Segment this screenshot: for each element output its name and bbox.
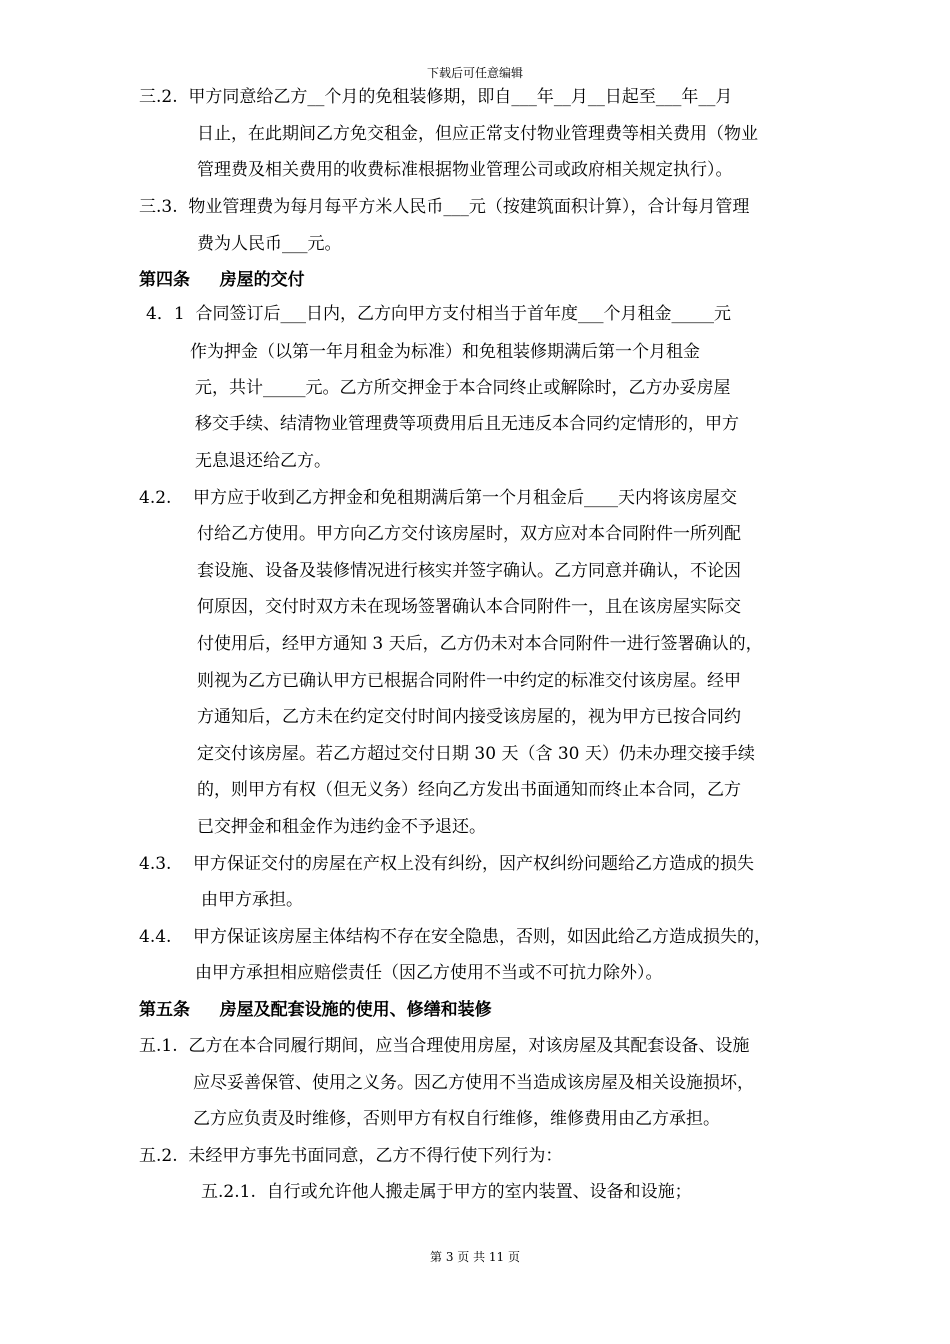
clause-4-2-line-9: 的，则甲方有权（但无义务）经向乙方发出书面通知而终止本合同，乙方 (197, 780, 741, 800)
clause-3-2-line-3: 管理费及相关费用的收费标准根据物业管理公司或政府相关规定执行）。 (197, 160, 733, 180)
clause-4-1-line-3: 元，共计_____元。乙方所交押金于本合同终止或解除时，乙方办妥房屋 (195, 378, 731, 398)
page-header: 下载后可任意编辑 (426, 66, 523, 80)
clause-4-3-line-1: 4.3. 甲方保证交付的房屋在产权上没有纠纷，因产权纠纷问题给乙方造成的损失 (139, 854, 755, 874)
page-footer: 第 3 页 共 11 页 (430, 1250, 520, 1264)
clause-4-2-line-6: 则视为乙方已确认甲方已根据合同附件一中约定的标准交付该房屋。经甲 (197, 671, 741, 691)
clause-4-1-line-4: 移交手续、结清物业管理费等项费用后且无违反本合同约定情形的，甲方 (195, 414, 739, 434)
clause-4-1-line-2: 作为押金（以第一年月租金为标准）和免租装修期满后第一个月租金 (190, 342, 700, 362)
clause-5-2-1-line-1: 五.2.1. 自行或允许他人搬走属于甲方的室内装置、设备和设施； (201, 1182, 692, 1202)
clause-4-1-line-5: 无息退还给乙方。 (195, 451, 331, 471)
clause-4-2-line-2: 付给乙方使用。甲方向乙方交付该房屋时，双方应对本合同附件一所列配 (197, 524, 741, 544)
article-4-heading: 第四条 房屋的交付 (139, 270, 305, 290)
clause-4-2-line-5: 付使用后，经甲方通知 3 天后，乙方仍未对本合同附件一进行签署确认的， (197, 634, 763, 654)
clause-5-1-line-3: 乙方应负责及时维修，否则甲方有权自行维修，维修费用由乙方承担。 (193, 1109, 720, 1129)
clause-4-2-line-7: 方通知后，乙方未在约定交付时间内接受该房屋的，视为甲方已按合同约 (197, 707, 741, 727)
article-5-heading: 第五条 房屋及配套设施的使用、修缮和装修 (139, 1000, 492, 1020)
clause-4-2-line-4: 何原因，交付时双方未在现场签署确认本合同附件一，且在该房屋实际交 (197, 597, 741, 617)
clause-5-1-line-1: 五.1. 乙方在本合同履行期间，应当合理使用房屋，对该房屋及其配套设备、设施 (139, 1036, 750, 1056)
clause-4-4-line-1: 4.4. 甲方保证该房屋主体结构不存在安全隐患，否则，如因此给乙方造成损失的， (139, 927, 772, 947)
clause-5-1-line-2: 应尽妥善保管、使用之义务。因乙方使用不当造成该房屋及相关设施损坏， (193, 1073, 754, 1093)
clause-4-2-line-10: 已交押金和租金作为违约金不予退还。 (197, 817, 486, 837)
clause-5-2-line-1: 五.2. 未经甲方事先书面同意，乙方不得行使下列行为： (139, 1146, 563, 1166)
clause-4-4-line-2: 由甲方承担相应赔偿责任（因乙方使用不当或不可抗力除外）。 (195, 963, 663, 983)
clause-4-2-line-3: 套设施、设备及装修情况进行核实并签字确认。乙方同意并确认，不论因 (197, 561, 741, 581)
clause-4-1-line-1: 4．1 合同签订后___日内，乙方向甲方支付相当于首年度___个月租金_____元 (146, 304, 731, 324)
clause-3-2-line-1: 三.2. 甲方同意给乙方__个月的免租装修期，即自___年__月__日起至___年__月 (139, 87, 733, 107)
clause-3-3-line-2: 费为人民币___元。 (197, 234, 342, 254)
clause-4-2-line-1: 4.2. 甲方应于收到乙方押金和免租期满后第一个月租金后____天内将该房屋交 (139, 488, 738, 508)
clause-4-3-line-2: 由甲方承担。 (201, 890, 303, 910)
clause-3-2-line-2: 日止，在此期间乙方免交租金，但应正常支付物业管理费等相关费用（物业 (197, 124, 758, 144)
clause-4-2-line-8: 定交付该房屋。若乙方超过交付日期 30 天（含 30 天）仍未办理交接手续 (197, 744, 755, 764)
clause-3-3-line-1: 三.3. 物业管理费为每月每平方米人民币___元（按建筑面积计算），合计每月管理 (139, 197, 750, 217)
